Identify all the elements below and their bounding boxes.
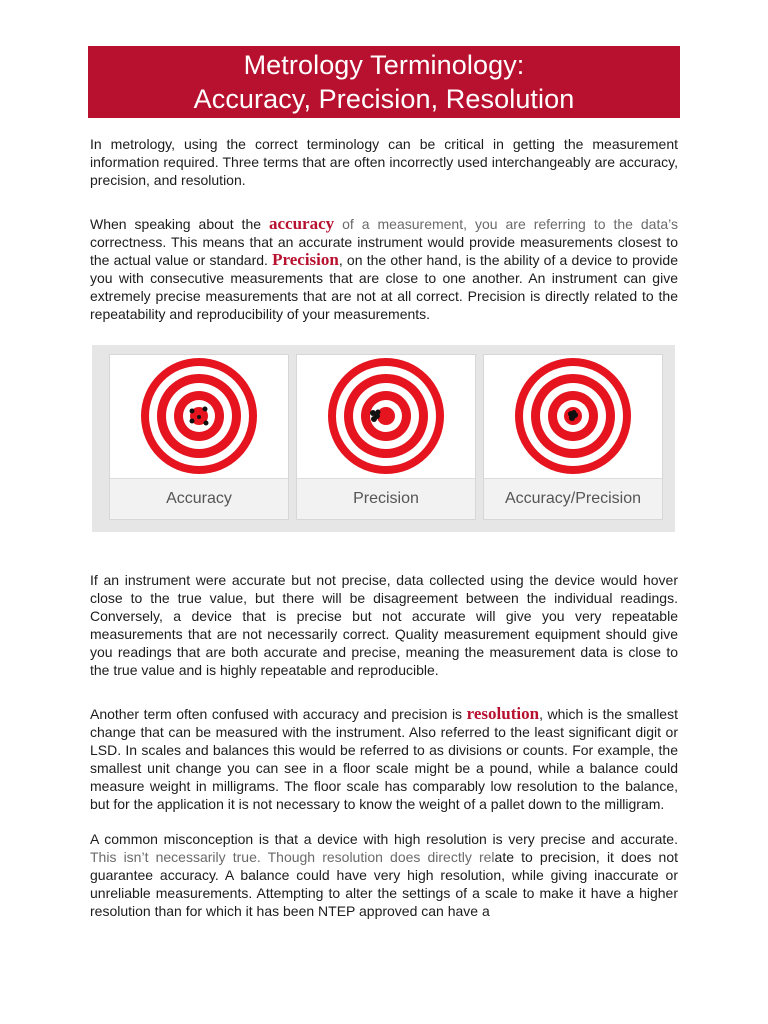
misconception-rest: ate to precision, it does not guarantee accuracy. A balance could have very high resolution, while giving inaccurate or unreliable measurements. Attempting to alter the settings of a scale to make it have a higher resolution than for which it has been NTEP approved can have a xyxy=(90,849,678,919)
precision-caption: Precision xyxy=(297,478,475,519)
accuracy-term: accuracy xyxy=(269,214,335,233)
resolution-para-rest: , which is the smallest change that can be measured with the instrument. Also referred to the least significant digit or LSD. In scales and balances this would be referred to as divisions or counts. For example, the smallest unit change you can see in a floor scale might be a pound, while a balance could measure weight in milligrams. The floor scale has comparably low resolution to the balance, but for the application it is not necessary to know the weight of a pallet down to the milligram. xyxy=(90,706,678,812)
accuracy-para-rest: correctness. This means that an accurate instrument would provide measurements closest to the actual value or standard. xyxy=(90,234,678,268)
title-banner xyxy=(88,46,680,118)
accuracy-para-light: of a measurement, you are referring to the data’s xyxy=(334,216,678,232)
accuracy-target-panel xyxy=(109,354,289,520)
intro-paragraph: In metrology, using the correct terminology can be critical in getting the measurement information required. Three terms that are often incorrectly used interchangeably are accuracy, precision, and resolution. xyxy=(90,136,678,188)
misconception-light: This isn’t necessarily true. Though resolution does directly rel xyxy=(90,849,495,865)
accurate-not-precise-paragraph: If an instrument were accurate but not precise, data collected using the device would hover close to the true value, but there will be disagreement between the individual readings. Conversely, a device that is precise but not accurate will give you very repeatable measurements that are not necessarily correct. Quality measurement equipment should give you readings that are both accurate and precise, meaning the measurement data is close to the true value and is highly repeatable and reproducible. xyxy=(90,572,678,678)
misconception-paragraph xyxy=(90,830,678,920)
title-line-1: Metrology Terminology: xyxy=(243,50,525,80)
precision-term: Precision xyxy=(272,250,339,269)
accuracy-paragraph xyxy=(90,215,678,323)
resolution-paragraph xyxy=(90,705,678,813)
accuracy-precision-caption: Accuracy/Precision xyxy=(484,478,662,519)
targets-figure xyxy=(92,345,675,532)
accuracy-target-image xyxy=(125,357,273,475)
misconception-pre: A common misconception is that a device with high resolution is very precise and accurate. xyxy=(90,831,678,847)
accuracy-precision-target-panel xyxy=(483,354,663,520)
resolution-para-pre: Another term often confused with accuracy and precision is xyxy=(90,706,467,722)
accuracy-caption: Accuracy xyxy=(110,478,288,519)
title-line-2: Accuracy, Precision, Resolution xyxy=(193,84,575,114)
resolution-term: resolution xyxy=(466,704,540,723)
accuracy-precision-target-image xyxy=(499,357,647,475)
precision-target-image xyxy=(312,357,460,475)
accuracy-para-pre: When speaking about the xyxy=(90,216,269,232)
precision-target-panel xyxy=(296,354,476,520)
precision-para-rest: , on the other hand, is the ability of a device to provide you with consecutive measurements that are close to one another. An instrument can give extremely precise measurements that are not at all correct. Precision is directly related to the repeatability and reproducibility of your measurements. xyxy=(90,252,678,322)
